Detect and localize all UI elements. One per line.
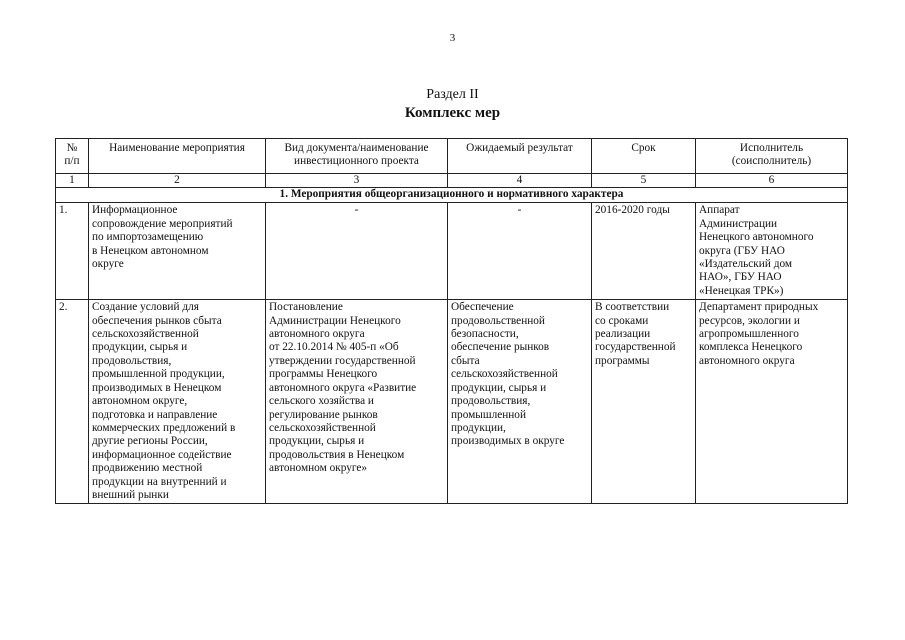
text-line: коммерческих предложений в [92, 421, 236, 434]
header-line: Ожидаемый результат [466, 142, 573, 154]
text-line: продукции, сырья и [451, 381, 547, 394]
text-line: продовольствия, [92, 354, 172, 367]
text-line: 2016-2020 годы [595, 204, 670, 217]
text-line: Ненецкого автономного [699, 231, 814, 244]
column-number: 6 [696, 174, 848, 188]
text-line: сбыта [451, 354, 480, 367]
page-number: 3 [449, 32, 456, 44]
text-line: Обеспечение [451, 301, 514, 314]
text-line: промышленной продукции, [92, 368, 225, 381]
row-result [448, 300, 592, 504]
text-line: безопасности, [451, 328, 519, 341]
row-term [592, 300, 696, 504]
row-name [89, 203, 266, 300]
text-line: обеспечение рынков [451, 341, 550, 354]
text-line: производимых в округе [451, 435, 565, 448]
text-line: сельского хозяйства и [269, 395, 374, 408]
text-line: государственной [595, 341, 676, 354]
column-number: 2 [89, 174, 266, 188]
text-line: информационное содействие [92, 448, 232, 461]
row-name [89, 300, 266, 504]
text-line: Создание условий для [92, 301, 199, 314]
text-line: обеспечения рынков сбыта [92, 314, 222, 327]
text-line: продукции, сырья и [269, 435, 365, 448]
text-line: Администрации Ненецкого [269, 314, 401, 327]
text-line: Администрации [699, 217, 778, 230]
header-line: Исполнитель [739, 142, 804, 154]
text-line: подготовка и направление [92, 408, 218, 421]
text-line: автономного округа [699, 354, 795, 367]
text-line: комплекса Ненецкого [699, 341, 803, 354]
text-line: по импортозамещению [92, 231, 204, 244]
header-name [89, 139, 266, 174]
text-line: «Ненецкая ТРК») [699, 284, 784, 297]
header-line: Наименование мероприятия [109, 142, 245, 154]
text-line: ресурсов, экологии и [699, 314, 800, 327]
measures-table [55, 138, 848, 504]
text-line: производимых в Ненецком [92, 381, 222, 394]
text-line: программы Ненецкого [269, 368, 378, 381]
section-heading-row [56, 188, 848, 203]
text-line: реализации [595, 328, 651, 341]
text-line: округа (ГБУ НАО [699, 244, 785, 257]
header-executor [696, 139, 848, 174]
text-line: автономного округа «Развитие [269, 381, 417, 394]
text-line: сельскохозяйственной [451, 368, 558, 381]
text-line: «Издательский дом [699, 258, 793, 271]
text-line: продвижению местной [92, 462, 203, 475]
text-line: автономном округе, [92, 395, 188, 408]
table-row [56, 203, 848, 300]
table-row [56, 300, 848, 504]
column-number-row [56, 174, 848, 188]
header-line: п/п [64, 155, 80, 168]
section-heading: 1. Мероприятия общеорганизационного и нормативного характера [56, 188, 848, 203]
row-number: 2. [56, 300, 89, 504]
text-line: В соответствии [595, 301, 670, 314]
text-line: Информационное [92, 204, 178, 217]
text-line: сельскохозяйственной [269, 421, 376, 434]
text-line: со сроками [595, 314, 649, 327]
text-line: программы [595, 354, 650, 367]
header-document [266, 139, 448, 174]
header-line: инвестиционного проекта [294, 155, 419, 168]
text-line: продукции, [451, 421, 506, 434]
header-term [592, 139, 696, 174]
header-line: Срок [631, 142, 656, 154]
text-line: регулирование рынков [269, 408, 378, 421]
column-number: 4 [448, 174, 592, 188]
row-result: - [448, 203, 592, 300]
text-line: агропромышленного [699, 328, 799, 341]
text-line: продовольствия, [451, 395, 531, 408]
text-line: автономном округе» [269, 462, 368, 475]
header-line: (соисполнитель) [731, 155, 812, 168]
text-line: НАО», ГБУ НАО [699, 271, 782, 284]
header-result [448, 139, 592, 174]
header-line: Вид документа/наименование [284, 142, 429, 154]
text-line: сельскохозяйственной [92, 328, 199, 341]
section-title: Раздел II [426, 87, 479, 102]
row-executor [696, 300, 848, 504]
text-line: в Ненецком автономном [92, 244, 209, 257]
text-line: внешний рынки [92, 488, 169, 501]
row-document: - [266, 203, 448, 300]
column-number: 1 [56, 174, 89, 188]
header-line: № [66, 142, 78, 154]
text-line: Аппарат [699, 204, 740, 217]
text-line: от 22.10.2014 № 405-п «Об [269, 341, 399, 354]
text-line: сопровождение мероприятий [92, 217, 233, 230]
text-line: другие регионы России, [92, 435, 208, 448]
row-executor [696, 203, 848, 300]
text-line: промышленной [451, 408, 527, 421]
text-line: продовольственной [451, 314, 545, 327]
text-line: продовольствия в Ненецком [269, 448, 405, 461]
text-line: продукции на внутренний и [92, 475, 227, 488]
header-number [56, 139, 89, 174]
column-number: 3 [266, 174, 448, 188]
text-line: округе [92, 258, 124, 271]
section-subtitle: Комплекс мер [404, 105, 501, 121]
text-line: утверждении государственной [269, 354, 416, 367]
text-line: продукции, сырья и [92, 341, 188, 354]
text-line: автономного округа [269, 328, 365, 341]
row-document [266, 300, 448, 504]
text-line: Департамент природных [699, 301, 819, 314]
header-row [56, 139, 848, 174]
row-term [592, 203, 696, 300]
column-number: 5 [592, 174, 696, 188]
row-number: 1. [56, 203, 89, 300]
text-line: Постановление [269, 301, 343, 314]
